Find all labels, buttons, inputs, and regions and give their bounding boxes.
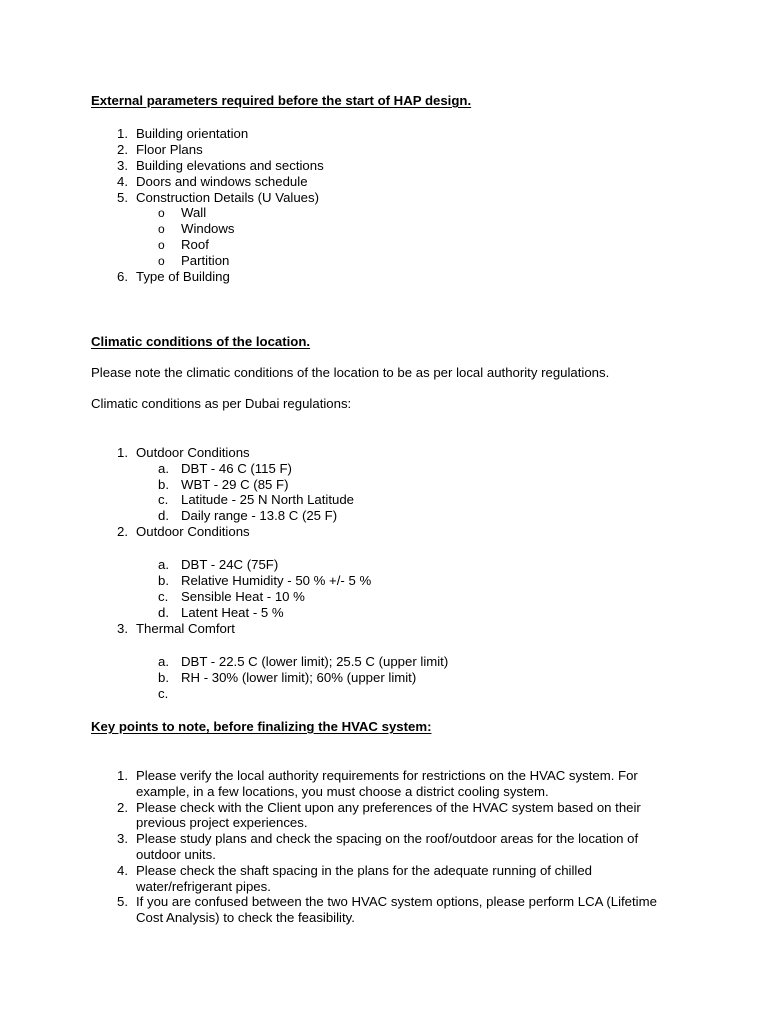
list-number: 3. xyxy=(117,831,128,846)
sub-list-item: Latitude - 25 N North Latitude xyxy=(181,492,355,507)
list-letter: a. xyxy=(158,557,169,572)
sub-list-item: Relative Humidity - 50 % +/- 5 % xyxy=(181,573,372,588)
list-item: Building orientation xyxy=(136,126,249,141)
list-letter: a. xyxy=(158,461,169,476)
list-item-line: water/refrigerant pipes. xyxy=(136,879,271,894)
paragraph: Please note the climatic conditions of the location to be as per local authority regulations. xyxy=(91,365,610,380)
list-item: Building elevations and sections xyxy=(136,158,324,173)
sub-list-item: Wall xyxy=(181,205,207,220)
section3-heading: Key points to note, before finalizing the HVAC system: xyxy=(91,719,432,734)
list-item-line: outdoor units. xyxy=(136,847,216,862)
list-item-line: Please verify the local authority requirements for restrictions on the HVAC system. For xyxy=(136,768,638,783)
bullet-marker: o xyxy=(158,222,165,236)
list-item-line: Cost Analysis) to check the feasibility. xyxy=(136,910,355,925)
list-item-line: Please check the shaft spacing in the plans for the adequate running of chilled xyxy=(136,863,593,878)
list-letter: d. xyxy=(158,508,169,523)
list-item: Construction Details (U Values) xyxy=(136,190,319,205)
bullet-marker: o xyxy=(158,238,165,252)
list-number: 3. xyxy=(117,158,128,173)
sub-list-item: Roof xyxy=(181,237,209,252)
list-letter: c. xyxy=(158,686,169,701)
list-number: 2. xyxy=(117,142,128,157)
list-number: 5. xyxy=(117,894,128,909)
list-item-line: If you are confused between the two HVAC system options, please perform LCA (Lifetime xyxy=(136,894,657,909)
list-number: 6. xyxy=(117,269,128,284)
list-item-line: previous project experiences. xyxy=(136,815,308,830)
sub-list-item: RH - 30% (lower limit); 60% (upper limit) xyxy=(181,670,417,685)
list-item: Thermal Comfort xyxy=(136,621,235,636)
section1-heading: External parameters required before the start of HAP design. xyxy=(91,93,472,108)
bullet-marker: o xyxy=(158,206,165,220)
list-number: 1. xyxy=(117,768,128,783)
list-letter: c. xyxy=(158,589,169,604)
list-item: Type of Building xyxy=(136,269,230,284)
list-letter: b. xyxy=(158,573,169,588)
list-letter: b. xyxy=(158,670,169,685)
section2-heading: Climatic conditions of the location. xyxy=(91,334,311,349)
list-item: Outdoor Conditions xyxy=(136,445,250,460)
sub-list-item: Daily range - 13.8 C (25 F) xyxy=(181,508,338,523)
list-item: Floor Plans xyxy=(136,142,203,157)
list-number: 1. xyxy=(117,445,128,460)
sub-list-item: Latent Heat - 5 % xyxy=(181,605,284,620)
sub-list-item: DBT - 24C (75F) xyxy=(181,557,279,572)
list-number: 2. xyxy=(117,524,128,539)
bullet-marker: o xyxy=(158,254,165,268)
list-letter: d. xyxy=(158,605,169,620)
list-item: Doors and windows schedule xyxy=(136,174,308,189)
list-letter: c. xyxy=(158,492,169,507)
sub-list-item: Partition xyxy=(181,253,230,268)
list-item-line: Please study plans and check the spacing on the roof/outdoor areas for the location of xyxy=(136,831,639,846)
list-number: 2. xyxy=(117,800,128,815)
sub-list-item: DBT - 22.5 C (lower limit); 25.5 C (upper limit) xyxy=(181,654,449,669)
list-item-line: example, in a few locations, you must choose a district cooling system. xyxy=(136,784,549,799)
list-number: 4. xyxy=(117,174,128,189)
sub-list-item: WBT - 29 C (85 F) xyxy=(181,477,289,492)
list-item: Outdoor Conditions xyxy=(136,524,250,539)
sub-list-item: DBT - 46 C (115 F) xyxy=(181,461,292,476)
list-letter: b. xyxy=(158,477,169,492)
sub-list-item: Sensible Heat - 10 % xyxy=(181,589,305,604)
list-number: 3. xyxy=(117,621,128,636)
paragraph: Climatic conditions as per Dubai regulations: xyxy=(91,396,352,411)
list-number: 4. xyxy=(117,863,128,878)
list-number: 5. xyxy=(117,190,128,205)
list-item-line: Please check with the Client upon any preferences of the HVAC system based on their xyxy=(136,800,641,815)
sub-list-item: Windows xyxy=(181,221,235,236)
list-number: 1. xyxy=(117,126,128,141)
list-letter: a. xyxy=(158,654,169,669)
